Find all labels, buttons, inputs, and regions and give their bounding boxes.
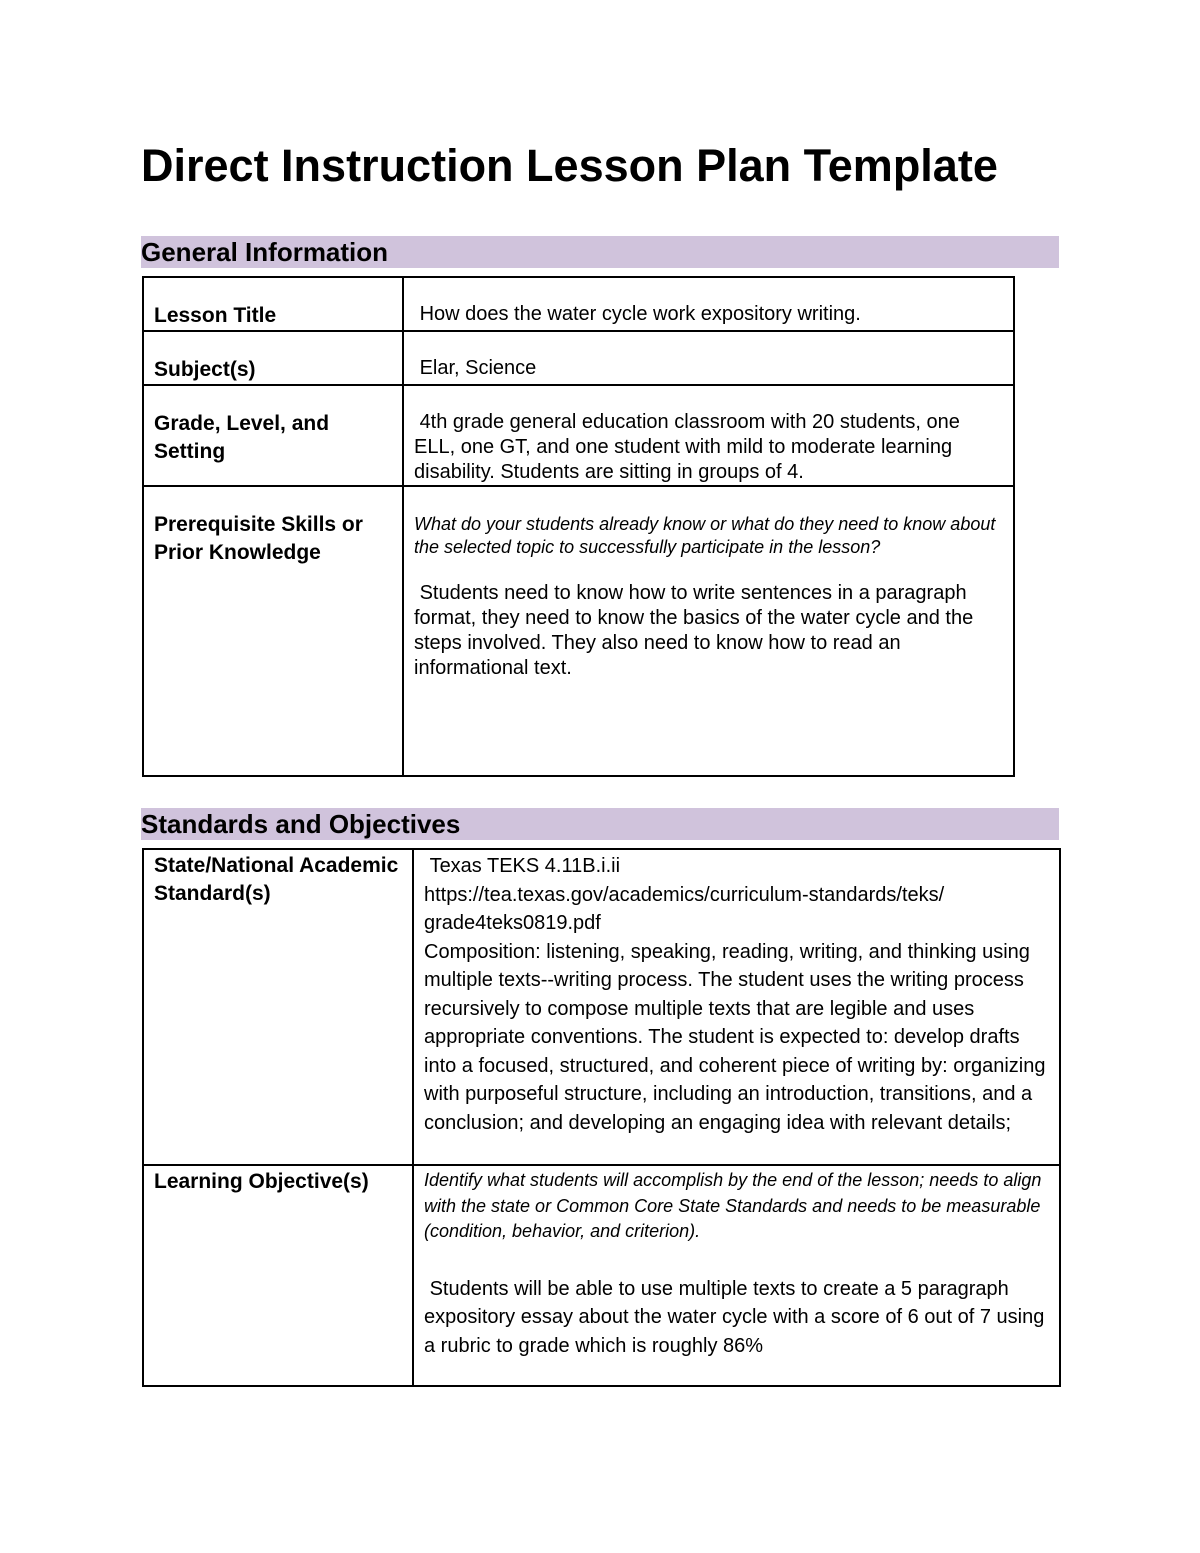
prerequisite-skills-label: Prerequisite Skills or Prior Knowledge [154, 513, 363, 564]
table-row [143, 331, 1014, 385]
lesson-title-label: Lesson Title [154, 304, 277, 327]
objectives-prompt: Identify what students will accomplish by the end of the lesson; needs to align with the state or Common Core State Standards and needs to be measurable (condition, behavior, and criterion). [424, 1170, 1042, 1241]
subjects-value: Elar, Science [414, 357, 537, 379]
learning-objectives-label: Learning Objective(s) [154, 1170, 369, 1193]
subjects-label: Subject(s) [154, 358, 256, 381]
standards-text: Composition: listening, speaking, reading, writing, and thinking using multiple texts--writing process. The student uses the writing process recursively to compose multiple texts that are legible and uses appropriate conventions. The student is expected to: develop drafts into a focused, structured, and coherent piece of writing by: organizing with purposeful structure, including an introduction, transitions, and a conclusion; and developing an engaging idea with relevant details; [424, 940, 1046, 1134]
standards-code: Texas TEKS 4.11B.i.ii [424, 855, 621, 877]
prerequisite-prompt: What do your students already know or what do they need to know about the selected topic to successfully participate in the lesson? [414, 514, 996, 557]
table-row [143, 277, 1014, 331]
lesson-title-value: How does the water cycle work expository writing. [414, 303, 861, 325]
grade-level-setting-value: 4th grade general education classroom with 20 students, one ELL, one GT, and one student with mild to moderate learning disability. Students are sitting in groups of 4. [414, 411, 966, 483]
general-information-table [142, 276, 1015, 777]
table-row [143, 1165, 1060, 1386]
prerequisite-skills-value: Students need to know how to write sentences in a paragraph format, they need to know the basics of the water cycle and the steps involved. They also need to know how to read an informational text. [414, 582, 979, 679]
table-row [143, 849, 1060, 1165]
table-row [143, 486, 1014, 776]
table-row [143, 385, 1014, 486]
page-title: Direct Instruction Lesson Plan Template [141, 140, 998, 191]
general-information-heading: General Information [141, 236, 1059, 268]
standards-url: https://tea.texas.gov/academics/curriculum-standards/teks/ grade4teks0819.pdf [424, 883, 945, 934]
academic-standards-label: State/National Academic Standard(s) [154, 854, 399, 905]
learning-objectives-value: Students will be able to use multiple texts to create a 5 paragraph expository essay about the water cycle with a score of 6 out of 7 using a rubric to grade which is roughly 86% [424, 1277, 1050, 1357]
standards-objectives-heading: Standards and Objectives [141, 808, 1059, 840]
grade-level-setting-label: Grade, Level, and Setting [154, 412, 330, 463]
standards-objectives-table [142, 848, 1061, 1387]
